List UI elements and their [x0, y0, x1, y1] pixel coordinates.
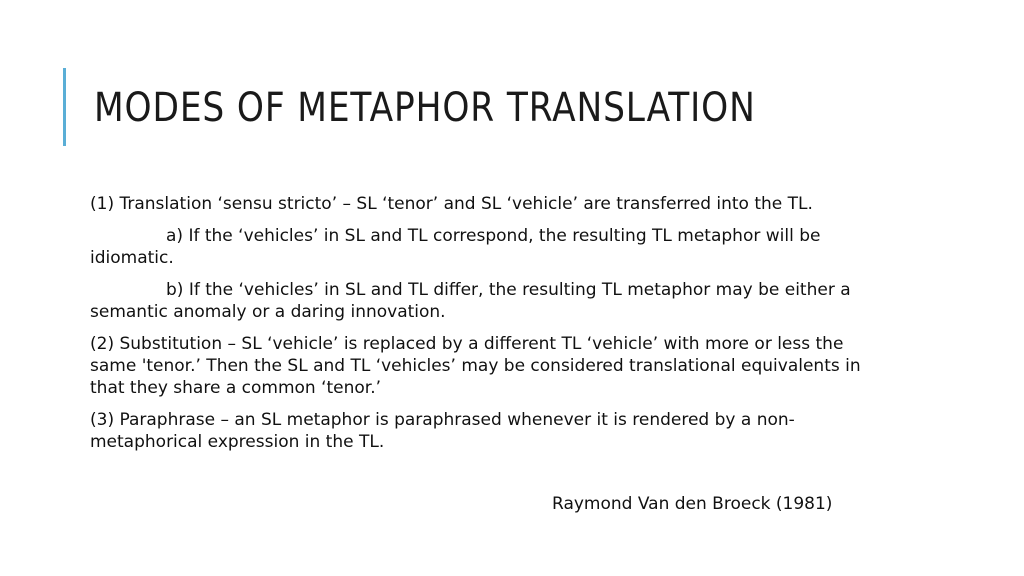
paragraph-vehicles-correspond: a) If the ‘vehicles’ in SL and TL correspond, the resulting TL metaphor will be idiomatic. [90, 226, 821, 268]
paragraph-vehicles-differ: b) If the ‘vehicles’ in SL and TL differ, the resulting TL metaphor may be either a semantic anomaly or a daring innovation. [90, 280, 851, 322]
slide-body [90, 193, 890, 463]
paragraph-paraphrase: (3) Paraphrase – an SL metaphor is paraphrased whenever it is rendered by a non-metaphorical expression in the TL. [90, 410, 795, 452]
paragraph-translation-sensu-stricto: (1) Translation ‘sensu stricto’ – SL ‘tenor’ and SL ‘vehicle’ are transferred into the TL. [90, 194, 813, 214]
paragraph-substitution: (2) Substitution – SL ‘vehicle’ is replaced by a different TL ‘vehicle’ with more or less the same 'tenor.’ Then the SL and TL ‘vehicles’ may be considered translational equivalents in that they share a common ‘tenor.’ [90, 334, 861, 398]
title-accent-bar [63, 68, 66, 146]
slide-title: MODES OF METAPHOR TRANSLATION [94, 85, 756, 131]
attribution: Raymond Van den Broeck (1981) [552, 494, 833, 514]
